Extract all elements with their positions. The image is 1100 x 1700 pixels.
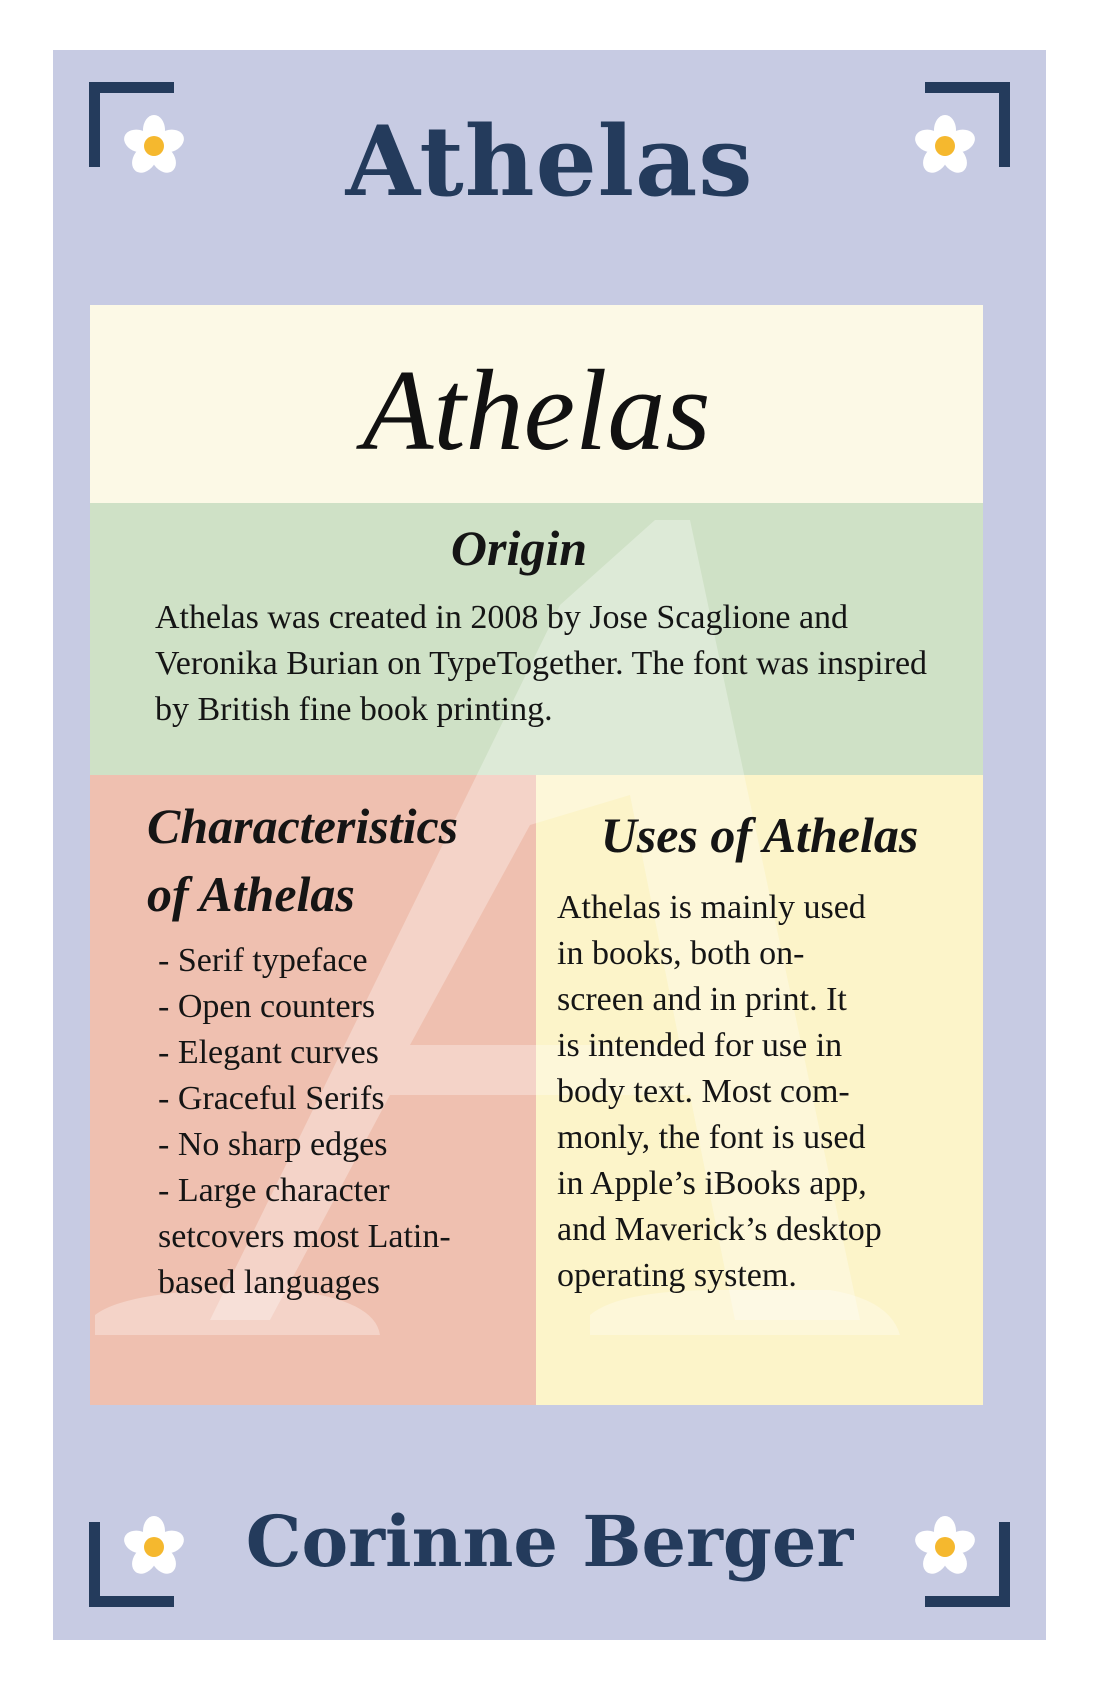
card-title: Athelas [362,347,711,475]
info-card [90,305,983,1405]
origin-heading: Origin [450,520,588,576]
list-item: - Large character setcovers most Latin-based languages [158,1172,451,1301]
list-item: - Graceful Serifs [158,1080,385,1117]
uses-text: Athelas is mainly used in books, both on- screen and in print. It is intended for use in body text. Most com- monly, the font is used in Apple’s iBooks app, and Maverick’s desktop operating system. [557,889,882,1294]
characteristics-list [158,938,518,1306]
list-item: - Elegant curves [158,1034,379,1071]
characteristics-heading-line2: of Athelas [147,866,355,922]
characteristics-heading-line1: Characteristics [147,798,459,854]
list-item: - Serif typeface [158,942,368,979]
characteristics-heading [147,792,527,928]
origin-text: Athelas was created in 2008 by Jose Scaglione and Veronika Burian on TypeTogether. The font was inspired by British fine book printing. [155,599,928,728]
list-item: - No sharp edges [158,1126,388,1163]
poster-title: Athelas [345,105,754,218]
poster [53,50,1046,1640]
uses-heading: Uses of Athelas [600,807,919,863]
list-item: - Open counters [158,988,376,1025]
author-name: Corinne Berger [245,1500,854,1583]
